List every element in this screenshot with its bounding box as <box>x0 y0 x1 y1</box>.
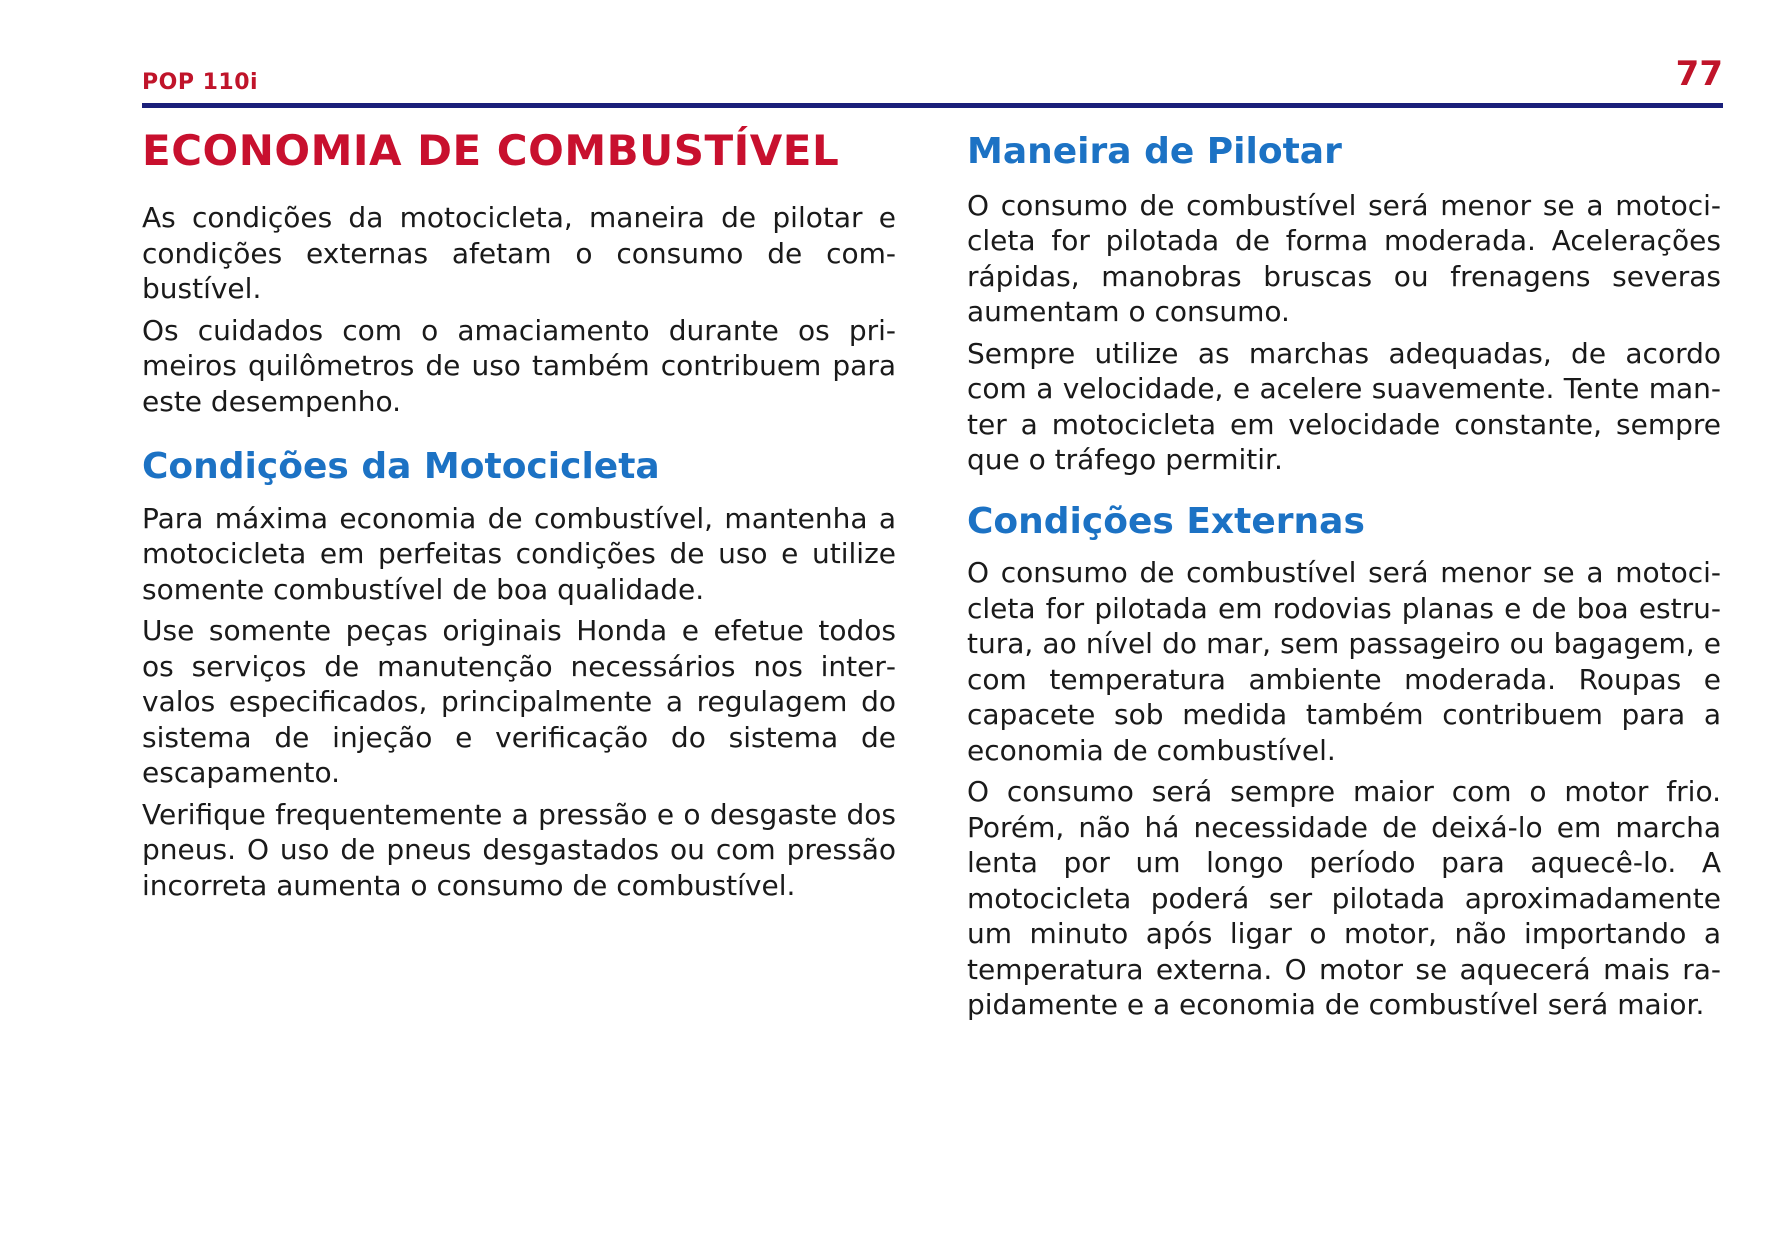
right-column <box>967 118 1721 1029</box>
body-paragraph: Use somente peças originais Honda e efetue todos os serviços de manutenção necessários nos intervalos especificados, principalmente a regulagem do sistema de injeção e verificação do sistema de escapamento. <box>142 614 896 790</box>
intro-paragraph: As condições da motocicleta, maneira de pilotar e condições externas afetam o consumo de combustível. <box>142 201 896 306</box>
section-title-riding-style: Maneira de Pilotar <box>967 131 1342 172</box>
header-model-label: POP 110i <box>142 70 259 95</box>
body-paragraph: O consumo de combustível será menor se a motocicleta for pilotada de forma moderada. Acelerações rápidas, manobras bruscas ou frenagens severas aumentam o consumo. <box>967 188 1721 329</box>
body-paragraph: O consumo de combustível será menor se a motocicleta for pilotada em rodovias planas e de boa estrutura, ao nível do mar, sem passageiro ou bagagem, e com temperatura ambiente moderada. Roupas e capacete sob medida também contribuem para a economia de combustível. <box>967 556 1721 767</box>
section-title-external-conditions: Condições Externas <box>967 500 1365 542</box>
section-title-motorcycle-condition: Condições da Motocicleta <box>142 446 660 488</box>
body-paragraph: O consumo será sempre maior com o motor frio. Porém, não há necessidade de deixá-lo em marcha lenta por um longo período para aquecê-lo. A motocicleta poderá ser pilotada aproximadamente um minuto após ligar o motor, não importando a temperatura externa. O motor se aquecerá mais rapidamente e a economia de combustível será maior. <box>967 775 1721 1022</box>
intro-paragraph: Os cuidados com o amaciamento durante os primeiros quilômetros de uso também contribuem para este desempenho. <box>142 313 896 418</box>
header-divider <box>142 103 1723 108</box>
page-number: 77 <box>1675 54 1723 94</box>
page-title: ECONOMIA DE COMBUSTÍVEL <box>142 126 840 175</box>
body-paragraph: Para máxima economia de combustível, mantenha a motocicleta em perfeitas condições de uso e utilize somente combustível de boa qualidade. <box>142 501 896 606</box>
left-column <box>142 118 896 909</box>
body-paragraph: Verifique frequentemente a pressão e o desgaste dos pneus. O uso de pneus desgastados ou com pressão incorreta aumenta o consumo de combustível. <box>142 797 896 902</box>
body-paragraph: Sempre utilize as marchas adequadas, de acordo com a velocidade, e acelere suavemente. Tente manter a motocicleta em velocidade constante, sempre que o tráfego permitir. <box>967 336 1721 477</box>
